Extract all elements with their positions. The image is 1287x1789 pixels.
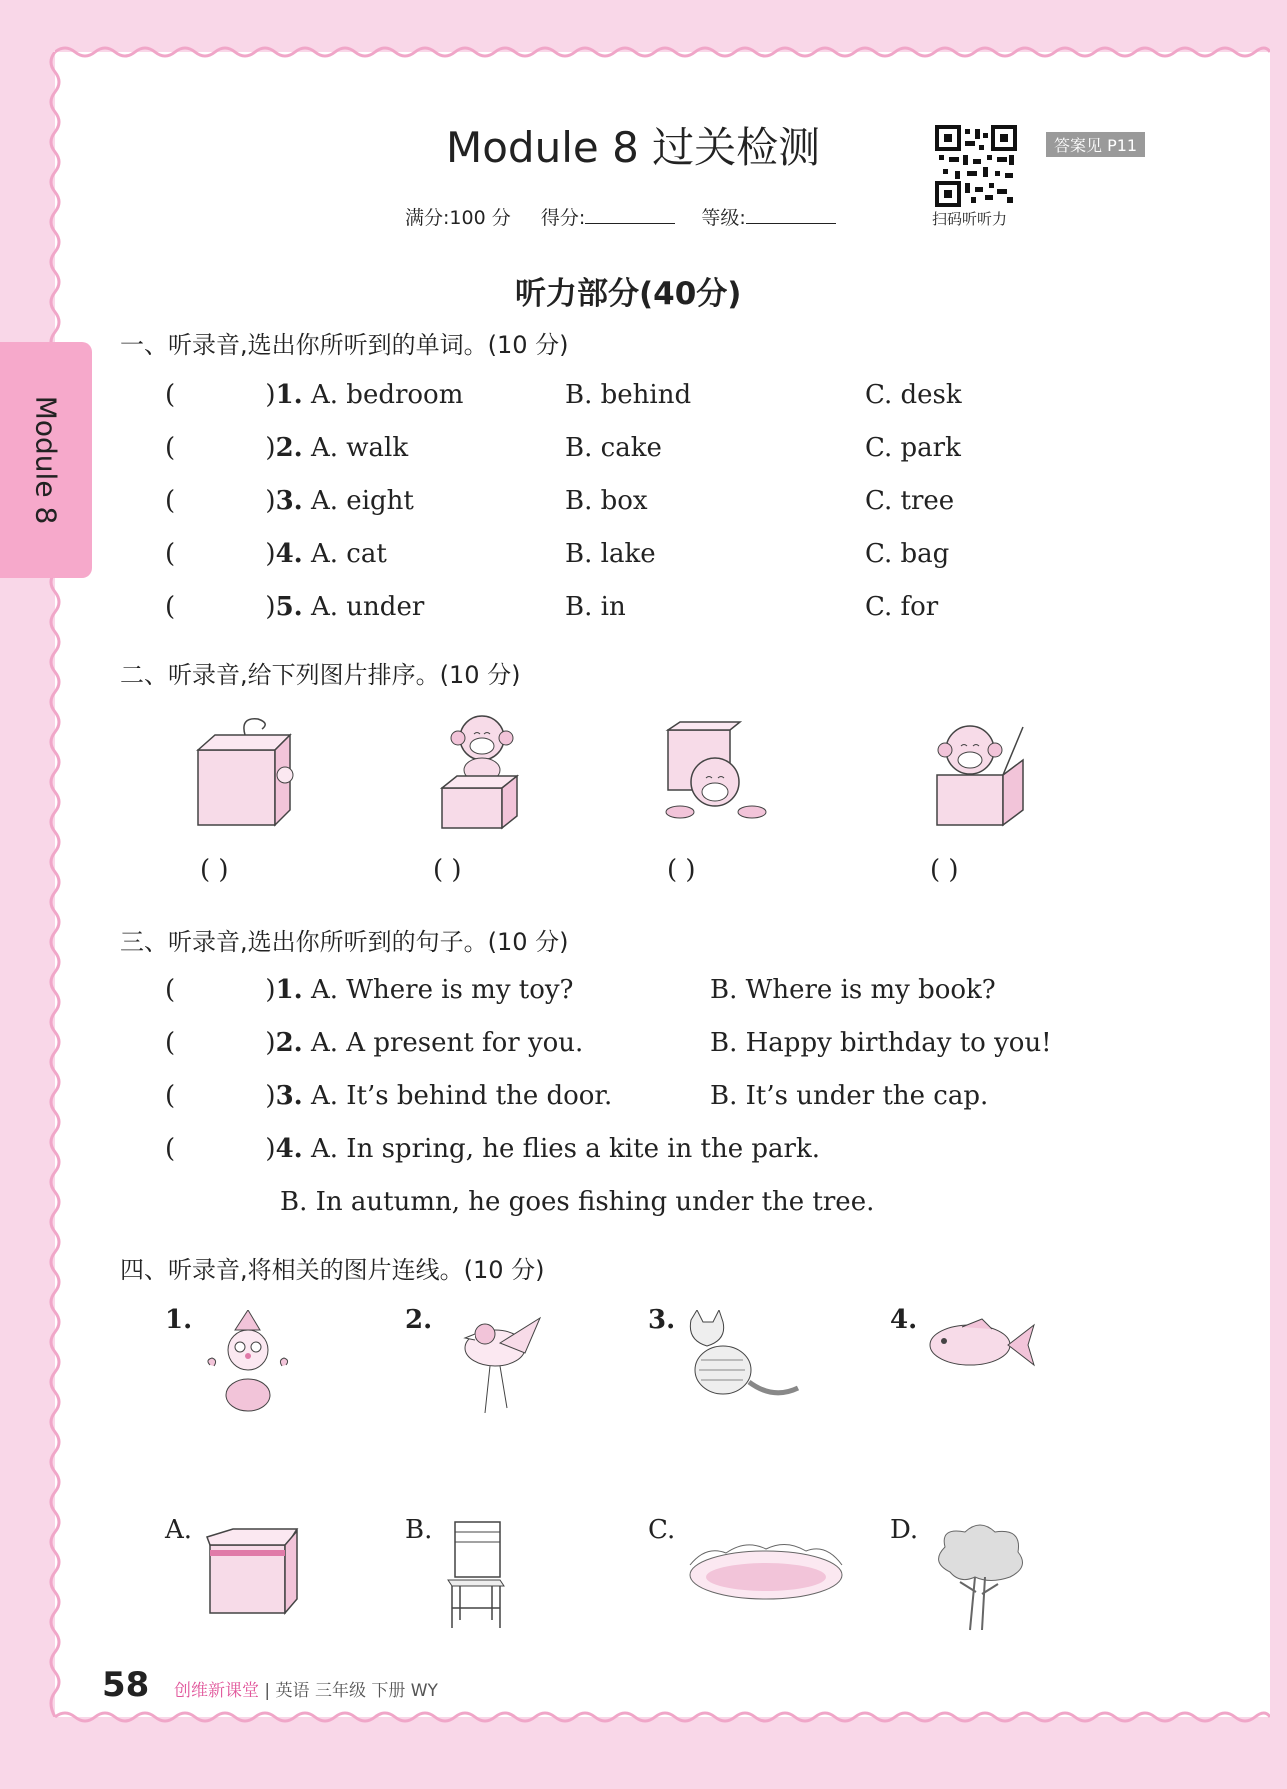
option-c: C. bag [865,539,950,569]
lake-icon[interactable] [686,1535,846,1605]
cat-icon[interactable] [683,1310,803,1410]
side-tab-label: Module 8 [29,395,63,525]
listening-section-heading: 听力部分(40分) [515,276,742,312]
qr-label: 扫码听听力 [932,210,1008,228]
part2-heading: 二、听录音,给下列图片排序。(10 分) [120,661,521,689]
option-b: B. cake [565,433,662,463]
part1-row-1: ( )1. A. bedroom [165,380,464,410]
match-letter-a: A. [165,1515,193,1545]
page-number: 58 [102,1665,150,1705]
part3-row-4: ( )4. A. In spring, he flies a kite in the park. [165,1134,820,1164]
option-c: C. park [865,433,961,463]
question-number: 2. [275,433,303,463]
part1-row-3: ( )3. A. eight [165,486,414,516]
option-a: A. In spring, he flies a kite in the park. [311,1134,820,1164]
fish-icon[interactable] [922,1315,1037,1375]
option-a: A. eight [311,486,414,516]
score-label: 得分: [540,207,586,229]
part3-row-3: ( )3. A. It’s behind the door. [165,1081,613,1111]
module-side-tab [0,342,92,578]
toy-clown-icon[interactable] [200,1310,295,1415]
option-a: A. under [311,592,425,622]
order-blank-3[interactable]: ( ) [667,855,696,885]
part3-row-1: ( )1. A. Where is my toy? [165,975,574,1005]
question-number: 1. [275,380,303,410]
match-number-3: 3. [648,1305,676,1335]
grade-blank[interactable] [746,223,836,224]
grade-label: 等级: [701,207,746,229]
question-number: 2. [275,1028,303,1058]
part1-row-2: ( )2. A. walk [165,433,409,463]
match-number-2: 2. [405,1305,433,1335]
part1-row-4: ( )4. A. cat [165,539,387,569]
part1-heading: 一、听录音,选出你所听到的单词。(10 分) [120,331,569,359]
option-b: B. box [565,486,648,516]
match-letter-c: C. [648,1515,676,1545]
page-title: Module 8 过关检测 [446,123,821,172]
option-b: B. lake [565,539,656,569]
chair-icon[interactable] [440,1520,510,1630]
option-b: B. It’s under the cap. [710,1081,989,1111]
order-blank-1[interactable]: ( ) [200,855,229,885]
box-icon[interactable] [205,1525,300,1615]
score-blank[interactable] [585,223,675,224]
question-number: 4. [275,539,303,569]
option-c: C. tree [865,486,955,516]
footer-info [174,1676,438,1701]
match-letter-d: D. [890,1515,919,1545]
part3-heading: 三、听录音,选出你所听到的句子。(10 分) [120,928,569,956]
bird-icon[interactable] [445,1308,550,1418]
monkey-on-box-icon [432,708,532,833]
part3-row-2: ( )2. A. A present for you. [165,1028,584,1058]
order-blank-2[interactable]: ( ) [433,855,462,885]
option-b: B. in [565,592,626,622]
monkey-in-box-icon [925,715,1030,830]
match-letter-b: B. [405,1515,433,1545]
question-number: 3. [275,486,303,516]
option-b: B. Happy birthday to you! [710,1028,1052,1058]
option-b: B. behind [565,380,692,410]
full-score: 满分:100 分 [405,207,511,229]
question-number: 4. [275,1134,303,1164]
answer-badge: 答案见 P11 [1046,132,1145,157]
option-c: C. desk [865,380,962,410]
option-c: C. for [865,592,939,622]
option-a: A. It’s behind the door. [311,1081,613,1111]
left-wave-border [47,52,63,1717]
match-number-1: 1. [165,1305,193,1335]
score-line [405,203,856,230]
order-blank-4[interactable]: ( ) [930,855,959,885]
monkey-under-box-icon [660,720,775,825]
top-wave-border [55,44,1270,60]
bottom-wave-border [55,1709,1270,1725]
option-b: B. In autumn, he goes fishing under the tree. [280,1187,875,1217]
qr-code-icon[interactable] [935,125,1017,207]
footer-details: | 英语 三年级 下册 WY [264,1681,438,1701]
question-number: 1. [275,975,303,1005]
option-a: A. bedroom [311,380,464,410]
option-a: A. Where is my toy? [311,975,574,1005]
match-number-4: 4. [890,1305,918,1335]
question-number: 5. [275,592,303,622]
tree-icon[interactable] [930,1522,1030,1632]
question-number: 3. [275,1081,303,1111]
option-a: A. walk [311,433,409,463]
option-a: A. A present for you. [311,1028,584,1058]
option-a: A. cat [311,539,387,569]
gift-box-icon [190,715,300,830]
footer-brand: 创维新课堂 [174,1681,259,1701]
part1-row-5: ( )5. A. under [165,592,425,622]
part4-heading: 四、听录音,将相关的图片连线。(10 分) [120,1256,545,1284]
option-b: B. Where is my book? [710,975,996,1005]
